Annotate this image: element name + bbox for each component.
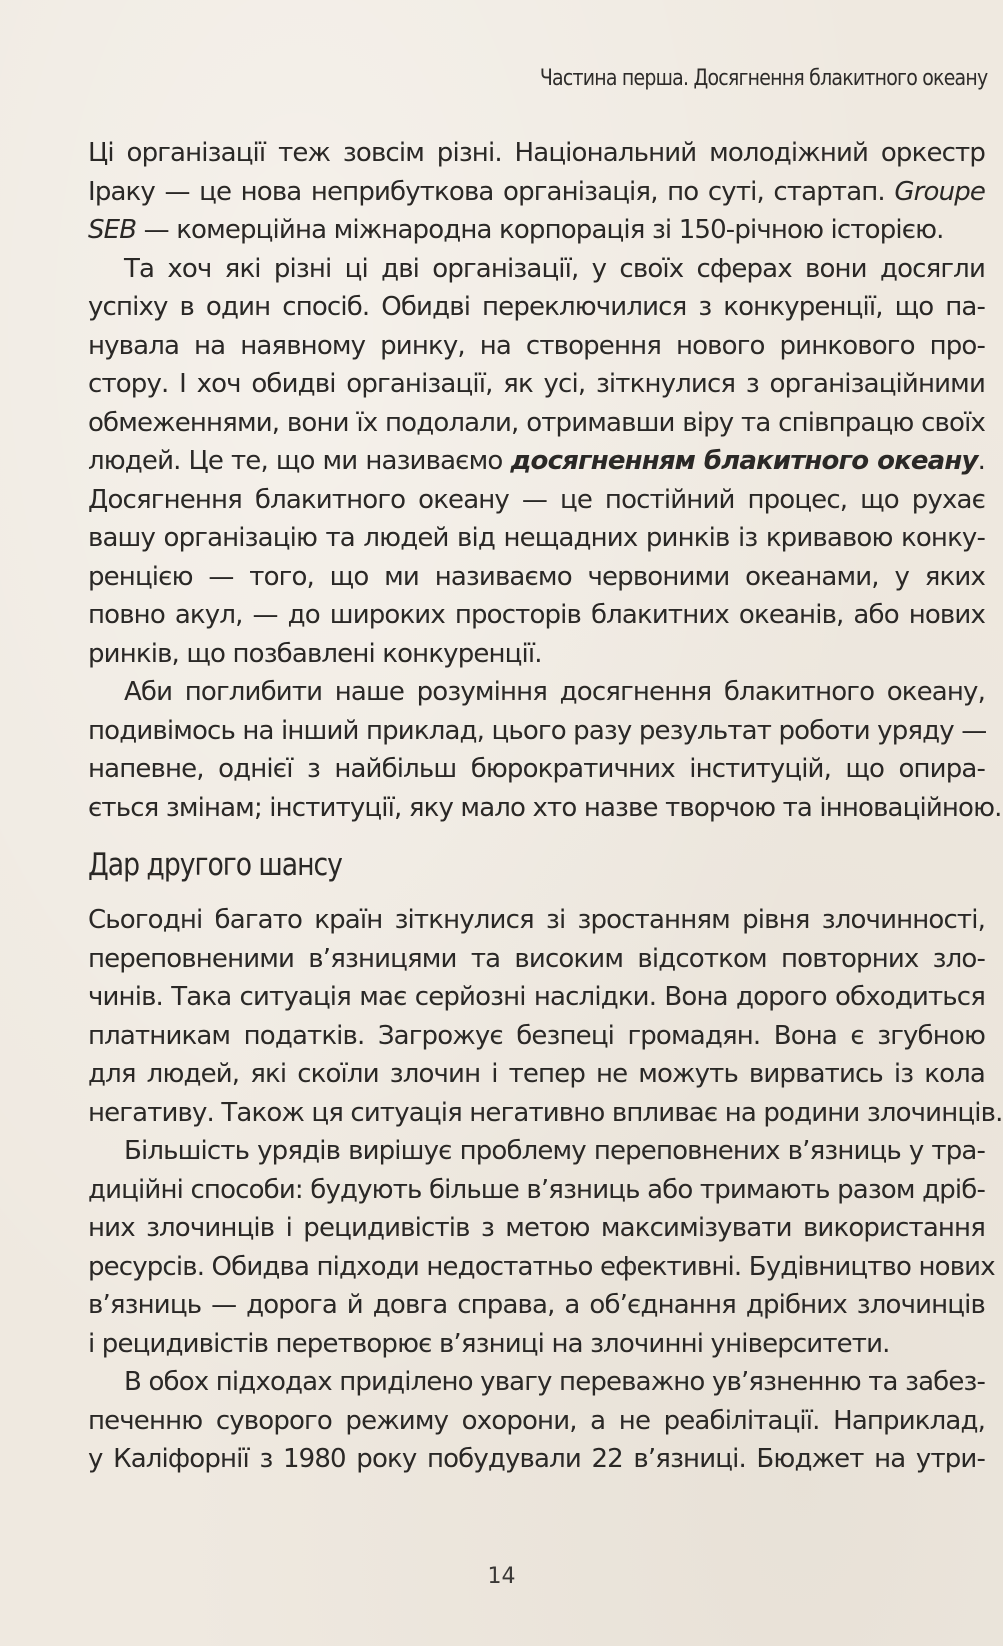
text-line xyxy=(88,211,985,250)
italic-term: SEB xyxy=(88,215,137,245)
emphasis-term xyxy=(510,446,985,476)
text-line: Сьогодні багато країн зіткнулися зі зростанням рівня злочинності, xyxy=(88,905,985,935)
paragraph xyxy=(88,250,985,674)
text-line: в’язниць — дорога й довга справа, а об’єднання дрібних злочинців xyxy=(88,1290,985,1320)
text-line: платникам податків. Загрожує безпеці громадян. Вона є згубною xyxy=(88,1020,985,1051)
text-line: успіху в один спосіб. Обидві переключилися з конкуренції, що па- xyxy=(88,292,985,322)
text-line: напевне, однієї з найбільш бюрократичних інституцій, що опира- xyxy=(88,754,985,784)
running-header: Частина перша. Досягнення блакитного океану xyxy=(539,66,987,91)
text-line: Аби поглибити наше розуміння досягнення блакитного океану, xyxy=(124,677,985,707)
text-line: них злочинців і рецидивістів з метою максимізувати використання xyxy=(88,1213,985,1243)
text-line: переповненими в’язницями та високим відсотком повторних зло- xyxy=(88,943,985,974)
text-line: у Каліфорнії з 1980 року побудували 22 в’язниці. Бюджет на утри- xyxy=(88,1444,985,1474)
text-line: Досягнення блакитного океану — це постійний процес, що рухає xyxy=(88,484,985,515)
text-line: ресурсів. Обидва підходи недостатньо ефективні. Будівництво нових xyxy=(88,1251,995,1282)
section-heading: Дар другого шансу xyxy=(88,847,342,883)
text-segment: Іраку — це нова неприбуткова організація, по суті, стартап. xyxy=(88,176,885,207)
text-line: для людей, які скоїли злочин і тепер не можуть вирватись із кола xyxy=(88,1059,985,1089)
text-segment: — комерційна міжнародна корпорація зі 150-річною історією. xyxy=(143,215,944,245)
italic-term: Groupe xyxy=(894,176,985,207)
page-number: 14 xyxy=(487,1564,516,1589)
text-line: негативу. Також ця ситуація негативно впливає на родини злочинців. xyxy=(88,1097,1003,1128)
text-line: повно акул, — до широких просторів блакитних океанів, або нових xyxy=(88,600,985,630)
text-line: Ці організації теж зовсім різні. Національний молодіжний оркестр xyxy=(88,138,985,168)
text-line: подивімось на інший приклад, цього разу результат роботи уряду — xyxy=(88,715,987,746)
text-line: Та хоч які різні ці дві організації, у своїх сферах вони досягли xyxy=(124,253,985,284)
text-segment: . xyxy=(977,446,986,476)
text-line: ється змінам; інституції, яку мало хто назве творчою та інноваційною. xyxy=(88,792,1002,823)
text-line: ринків, що позбавлені конкуренції. xyxy=(88,638,542,669)
text-segment: людей. Це те, що ми називаємо xyxy=(88,446,503,476)
paragraph xyxy=(88,134,985,250)
text-line: ренцією — того, що ми називаємо червоними океанами, у яких xyxy=(88,561,985,592)
text-line: печенню суворого режиму охорони, а не реабілітації. Наприклад, xyxy=(88,1405,985,1436)
body-text xyxy=(88,134,1003,1479)
paragraph xyxy=(88,1132,995,1363)
text-line xyxy=(88,173,985,212)
text-line: вашу організацію та людей від нещадних ринків із кривавою конку- xyxy=(88,523,985,553)
paragraph xyxy=(88,673,1002,827)
text-line xyxy=(88,442,985,481)
text-line: обмеженнями, вони їх подолали, отримавши віру та співпрацю своїх xyxy=(88,407,985,438)
paragraph xyxy=(88,901,1003,1132)
text-line: нувала на наявному ринку, на створення нового ринкового про- xyxy=(88,330,985,361)
text-line: і рецидивістів перетворює в’язниці на злочинні університети. xyxy=(88,1328,890,1359)
paragraph xyxy=(88,1363,985,1479)
text-line: диційні способи: будують більше в’язниць або тримають разом дріб- xyxy=(88,1174,985,1205)
text-line: стору. І хоч обидві організації, як усі, зіткнулися з організаційними xyxy=(88,369,985,399)
text-line: чинів. Така ситуація має серйозні наслідки. Вона дорого обходиться xyxy=(88,982,985,1012)
text-line: В обох підходах приділено увагу переважно ув’язненню та забез- xyxy=(124,1367,985,1397)
bold-italic-term: досягненням блакитного океану xyxy=(510,446,978,476)
text-line: Більшість урядів вирішує проблему переповнених в’язниць у тра- xyxy=(124,1136,985,1166)
